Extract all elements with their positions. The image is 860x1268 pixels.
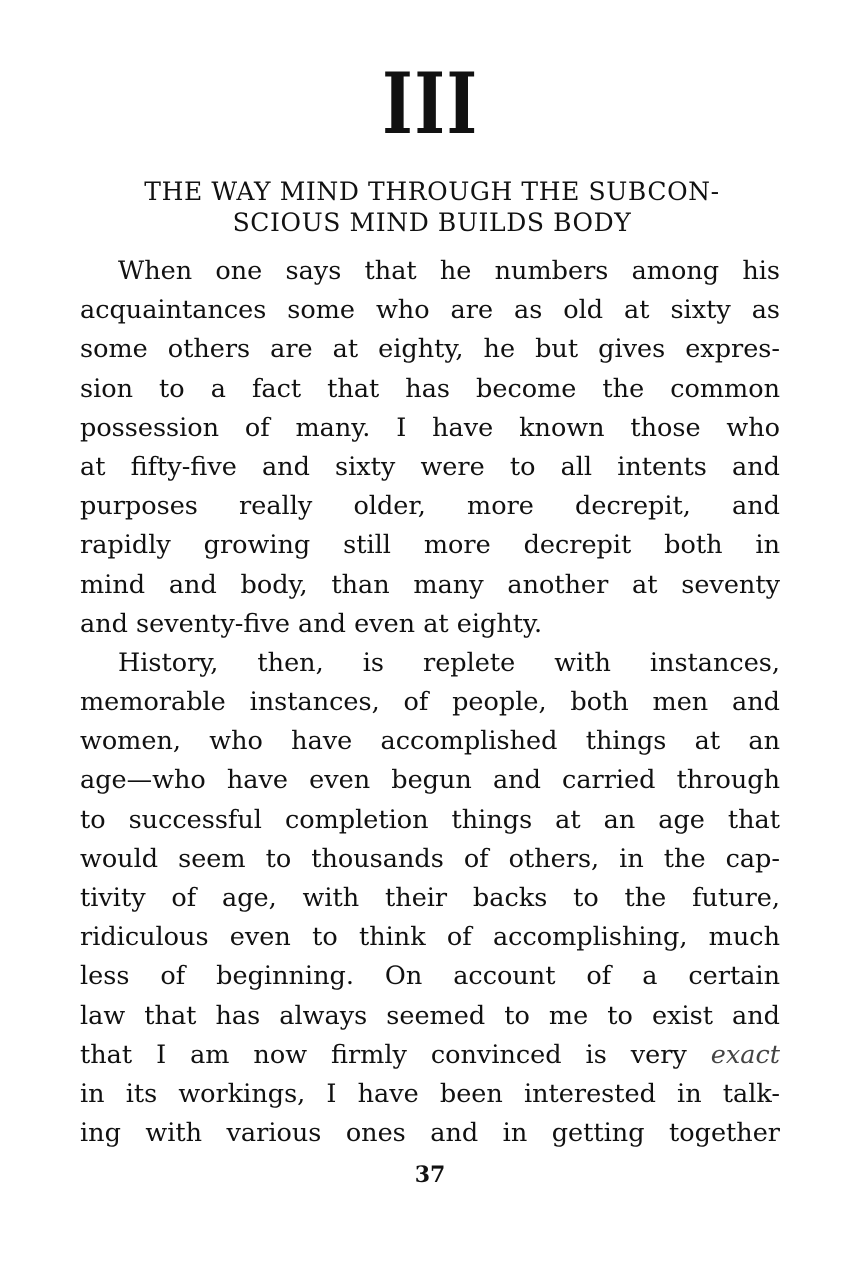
emphasis-word: exact	[710, 1039, 780, 1070]
text-line: tivity of age, with their backs to the future,	[80, 883, 780, 913]
text-line: law that has always seemed to me to exist and	[80, 1000, 780, 1031]
text-line: memorable instances, of people, both men and	[80, 687, 780, 718]
text-line: acquaintances some who are as old at sixty as	[80, 295, 780, 326]
text-line: some others are at eighty, he but gives expres-	[80, 334, 780, 365]
text-line: less of beginning. On account of a certain	[80, 961, 780, 992]
text-line: would seem to thousands of others, in the cap-	[80, 843, 780, 874]
chapter-numeral: III	[382, 54, 479, 153]
page-number: 37	[414, 1162, 446, 1188]
chapter-title-line: SCIOUS MIND BUILDS BODY	[232, 208, 632, 237]
text-line: to successful completion things at an age that	[80, 804, 780, 835]
text-line: ridiculous even to think of accomplishing, much	[80, 922, 780, 953]
text-line: in its workings, I have been interested in talk-	[80, 1078, 780, 1109]
text-line-with-emphasis	[80, 1036, 780, 1075]
text-line: women, who have accomplished things at an	[80, 726, 780, 757]
text-line: at fifty-five and sixty were to all intents and	[80, 451, 780, 482]
chapter-title-line: THE WAY MIND THROUGH THE SUBCON-	[144, 177, 720, 206]
text-line: mind and body, than many another at seventy	[80, 569, 780, 600]
text-line: purposes really older, more decrepit, and	[80, 491, 780, 522]
text-line: rapidly growing still more decrepit both in	[80, 530, 780, 561]
text-line: History, then, is replete with instances,	[118, 647, 780, 678]
text-line: sion to a fact that has become the common	[80, 373, 780, 404]
text-line: possession of many. I have known those who	[80, 412, 780, 443]
body-text	[80, 252, 780, 1153]
chapter-title	[84, 176, 780, 238]
text-line: and seventy-five and even at eighty.	[80, 608, 543, 639]
text-line-start: that I am now firmly convinced is very	[80, 1039, 711, 1070]
text-line: ing with various ones and in getting together	[80, 1118, 780, 1149]
text-line: When one says that he numbers among his	[118, 256, 780, 286]
text-line: age—who have even begun and carried through	[80, 765, 780, 796]
